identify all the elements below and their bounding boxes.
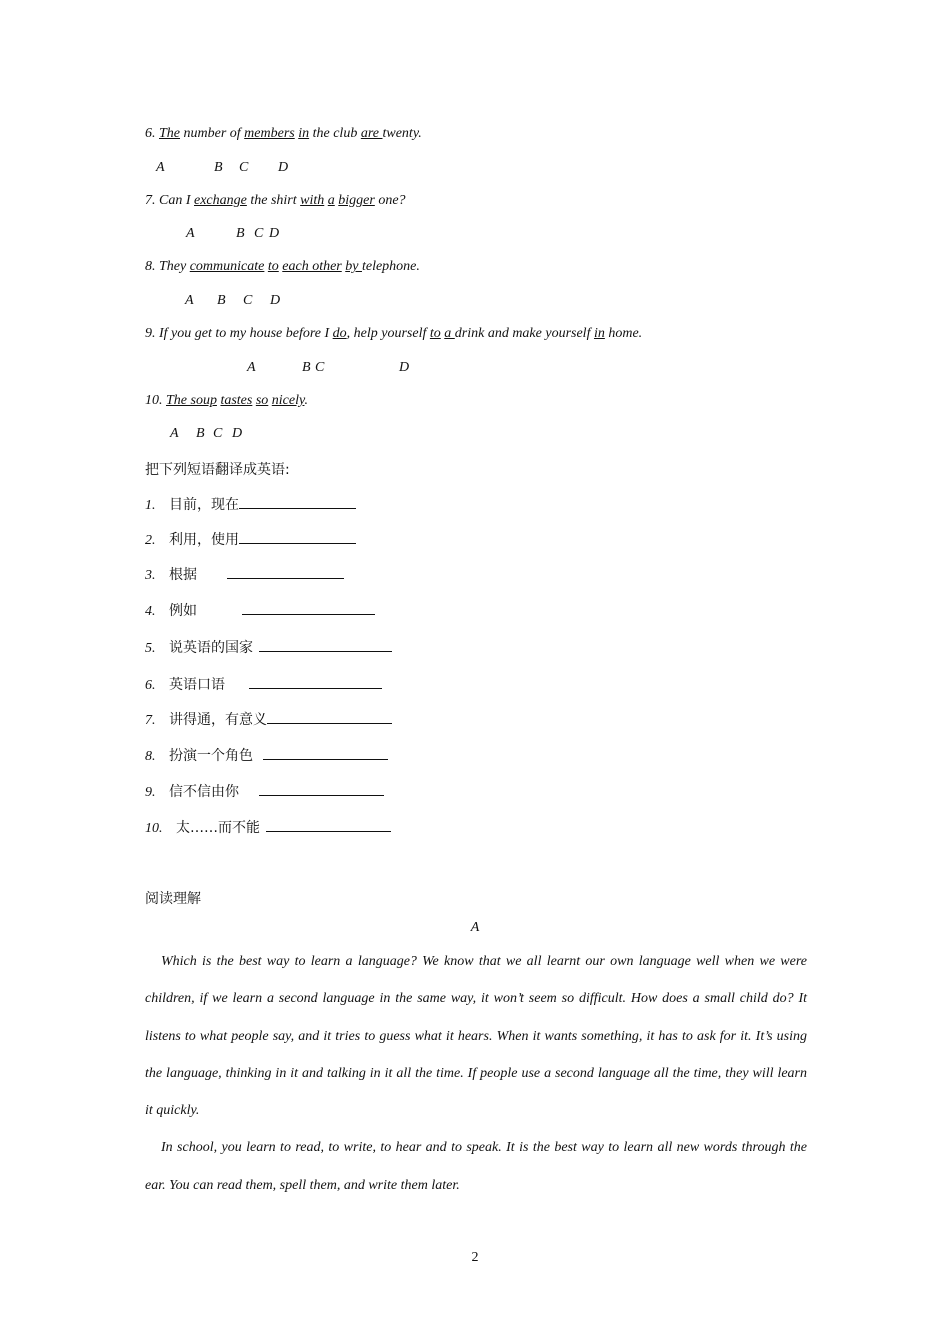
letter-a: A [186,226,195,241]
letter-b: B [302,360,311,375]
option-c-text: in [298,126,310,141]
paragraph-1: Which is the best way to learn a language? We know that we all learnt our own language well when we were children, if we learn a second language in the same way, it won’t seem so difficult. How does a small child do? It listens to what people say, and it tries to guess what it hears. When it wants something, it has to ask for it. It’s using the language, thinking in it and talking in it all the time. If people use a second language all the time, they will learn it quickly. [145,954,807,1119]
item-number: 5. [145,641,156,656]
letter-a: A [156,160,165,175]
answer-blank[interactable] [239,494,356,509]
translate-item-10 [145,817,391,837]
option-d-text: bigger [338,193,375,208]
item-number: 9. [145,785,156,800]
question-8-letters [0,293,950,311]
letter-c: C [213,426,223,441]
item-text: 英语口语 [169,677,225,693]
translate-item-7 [145,709,392,729]
letter-d: D [232,426,243,441]
item-number: 6. [145,678,156,693]
reading-heading: 阅读理解 [145,891,201,907]
letter-c: C [243,293,253,308]
option-b-text: tastes [220,393,253,408]
question-text: home. [604,326,643,341]
option-b-text: to [429,326,441,341]
question-6 [145,126,422,142]
translate-item-4 [145,600,375,620]
letter-c: C [239,160,249,175]
reading-passage [145,943,807,1204]
answer-blank[interactable] [263,745,388,760]
item-text: 太……而不能 [176,820,260,836]
question-text: the shirt [246,193,301,208]
item-text: 根据 [169,567,197,583]
letter-b: B [214,160,223,175]
question-number: 6. [145,126,156,141]
question-9-letters [0,360,950,378]
item-number: 2. [145,533,156,548]
item-text: 例如 [169,603,197,619]
paragraph-2: In school, you learn to read, to write, to hear and to speak. It is the best way to learn all new words through the ear. You can read them, spell them, and write them later. [145,1140,807,1193]
answer-blank[interactable] [266,817,391,832]
question-text: Can I [159,193,194,208]
letter-d: D [278,160,289,175]
reading-section-label: A [470,920,480,935]
answer-blank[interactable] [249,674,382,689]
item-number: 1. [145,498,156,513]
question-7-letters [0,226,950,244]
letter-a: A [185,293,194,308]
letter-c: C [315,360,325,375]
item-text: 利用，使用 [169,532,239,548]
translate-item-1 [145,494,356,514]
answer-blank[interactable] [259,781,384,796]
translate-item-6 [145,674,382,694]
option-b-text: to [267,259,279,274]
question-text: , help yourself [346,326,430,341]
translate-item-8 [145,745,388,765]
item-number: 8. [145,749,156,764]
letter-c: C [254,226,264,241]
item-number: 10. [145,821,163,836]
question-text: one? [374,193,406,208]
question-number: 8. [145,259,156,274]
question-6-letters [0,160,950,178]
option-c-text: a [444,326,455,341]
option-a-text: exchange [194,193,247,208]
option-d-text: are [360,126,383,141]
question-text: number of [180,126,245,141]
translate-item-9 [145,781,384,801]
option-d-text: nicely [271,393,305,408]
option-b-text: with [300,193,325,208]
option-c-text: each other [282,259,342,274]
item-text: 讲得通，有意义 [169,712,267,728]
answer-blank[interactable] [267,709,392,724]
letter-a: A [247,360,256,375]
item-text: 信不信由你 [169,784,239,800]
question-text: drink and make yourself [454,326,594,341]
item-text: 目前，现在 [169,497,239,513]
answer-blank[interactable] [239,529,356,544]
answer-blank[interactable] [227,564,344,579]
question-number: 7. [145,193,156,208]
option-a-text: The [159,126,180,141]
item-number: 3. [145,568,156,583]
question-text: the club [309,126,361,141]
item-number: 7. [145,713,156,728]
question-number: 9. [145,326,156,341]
question-10 [145,393,308,409]
option-a-text: communicate [189,259,265,274]
option-d-text: by [345,259,362,274]
letter-a: A [170,426,179,441]
option-c-text: so [255,393,269,408]
question-text: telephone. [361,259,420,274]
letter-b: B [217,293,226,308]
letter-b: B [196,426,205,441]
question-8 [145,259,420,275]
item-text: 扮演一个角色 [169,748,253,764]
question-text: . [304,393,308,408]
option-a-text: do [332,326,347,341]
option-a-text: The soup [166,393,217,408]
letter-d: D [270,293,281,308]
question-number: 10. [145,393,163,408]
option-d-text: in [593,326,605,341]
option-c-text: a [327,193,335,208]
translate-item-3 [145,564,344,584]
translate-item-5 [145,637,392,657]
answer-blank[interactable] [259,637,392,652]
question-7 [145,193,406,209]
option-b-text: members [244,126,295,141]
letter-b: B [236,226,245,241]
translate-heading: 把下列短语翻译成英语: [145,462,290,478]
answer-blank[interactable] [242,600,375,615]
item-number: 4. [145,604,156,619]
letter-d: D [269,226,280,241]
question-9 [145,326,642,342]
translate-item-2 [145,529,356,549]
page-number: 2 [471,1250,479,1265]
question-text: twenty. [382,126,422,141]
letter-d: D [399,360,410,375]
question-10-letters [0,426,950,444]
item-text: 说英语的国家 [169,640,253,656]
question-text: If you get to my house before I [159,326,333,341]
question-text: They [159,259,190,274]
